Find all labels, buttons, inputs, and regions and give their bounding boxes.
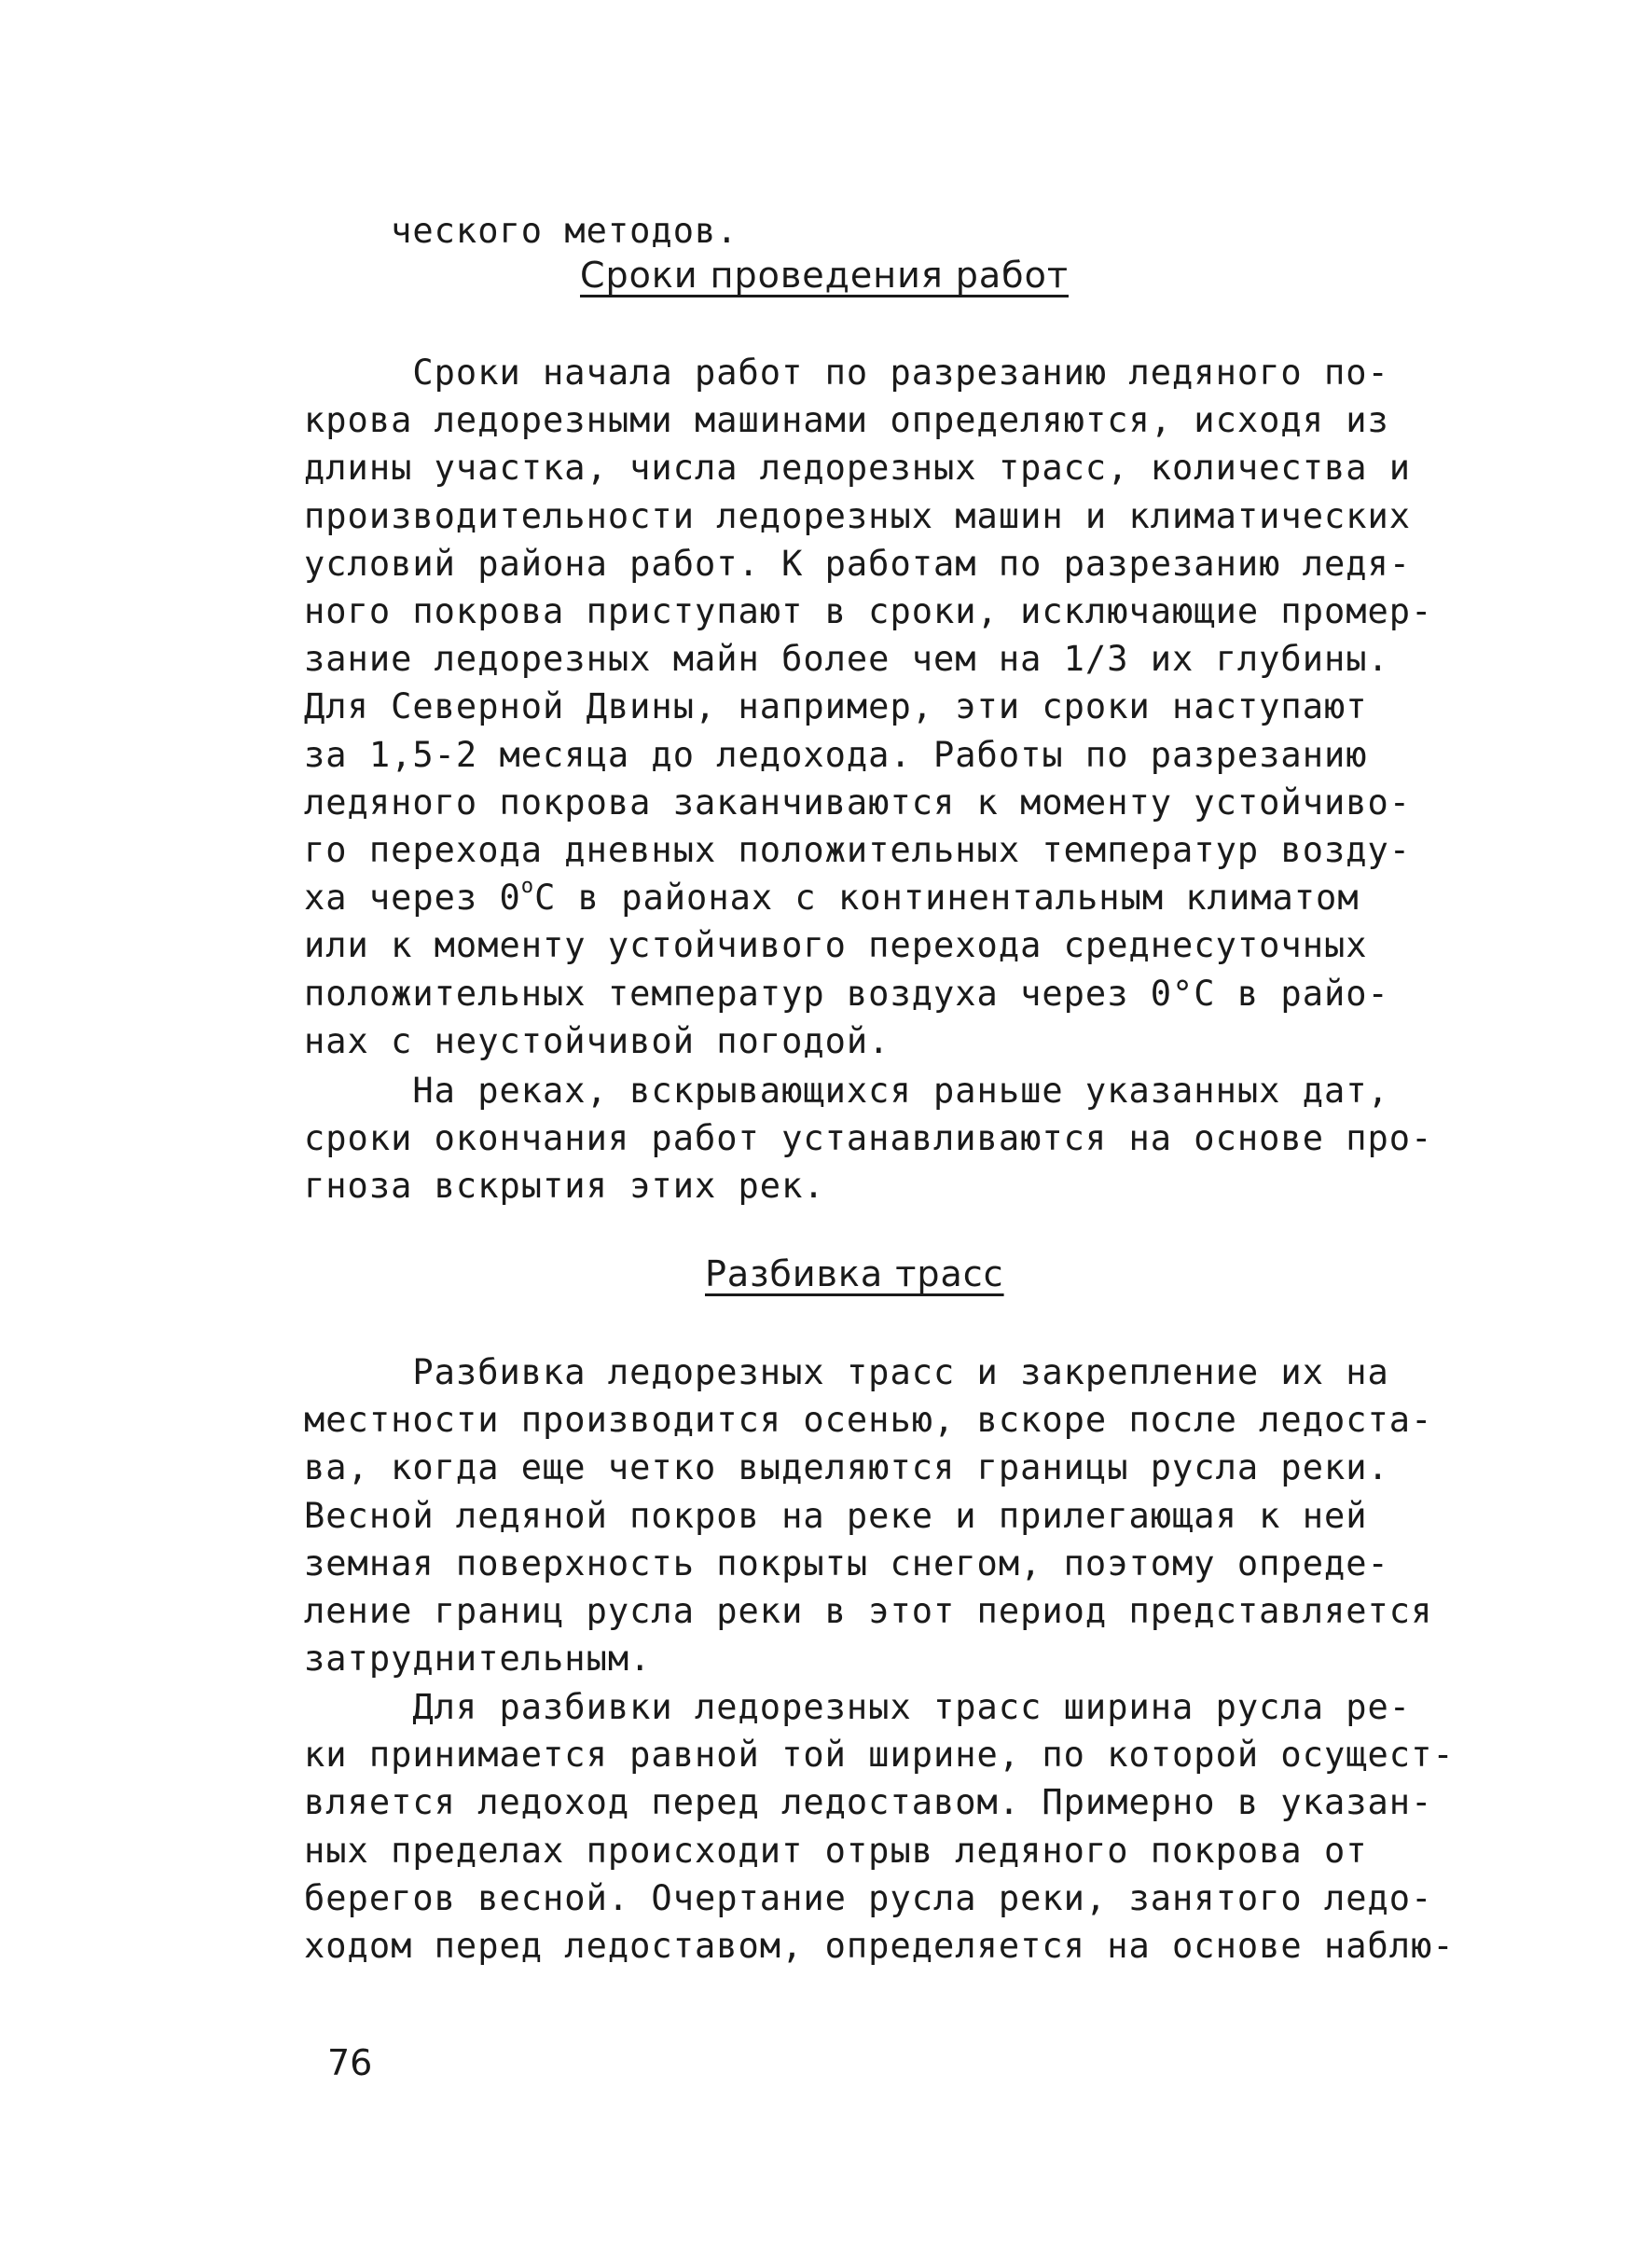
intro-text: ческого методов. [391, 211, 739, 252]
section2-paragraph1 [304, 1348, 1507, 1682]
text-line [304, 874, 1507, 921]
page-number: 76 [327, 2042, 373, 2083]
text-line: местности производится осенью, вскоре после ледоста- [304, 1400, 1433, 1441]
text-line: Весной ледяной покров на реке и прилегающая к ней [304, 1495, 1368, 1536]
text-line: го перехода дневных положительных температур возду- [304, 830, 1412, 871]
text-line: Для разбивки ледорезных трасс ширина русла ре- [304, 1687, 1412, 1727]
text-line: или к моменту устойчивого перехода среднесуточных [304, 925, 1368, 966]
text-line: Для Северной Двины, например, эти сроки наступают [304, 686, 1368, 727]
text-line: берегов весной. Очертание русла реки, занятого ледо- [304, 1877, 1433, 1918]
text-line: Сроки начала работ по разрезанию ледяного по- [304, 353, 1389, 393]
text-line: зание ледорезных майн более чем на 1/3 их глубины. [304, 639, 1389, 680]
text-line: ходом перед ледоставом, определяется на основе наблю- [304, 1926, 1455, 1967]
text-line: затруднительным. [304, 1639, 652, 1680]
text-line: сроки окончания работ устанавливаются на основе про- [304, 1118, 1433, 1159]
text-line: длины участка, числа ледорезных трасс, количества и [304, 448, 1412, 489]
text-line: за 1,5-2 месяца до ледохода. Работы по разрезанию [304, 734, 1368, 775]
text-line: ление границ русла реки в этот период представляется [304, 1591, 1433, 1632]
text-line: крова ледорезными машинами определяются, исходя из [304, 400, 1389, 441]
text-line: производительности ледорезных машин и климатических [304, 495, 1412, 536]
text-line: ледяного покрова заканчиваются к моменту устойчиво- [304, 781, 1412, 823]
degree-superscript: о [520, 874, 535, 899]
section2-paragraph2 [304, 1683, 1507, 1970]
text-line: нах с неустойчивой погодой. [304, 1020, 891, 1061]
text-line: вляется ледоход перед ледоставом. Примерно в указан- [304, 1782, 1433, 1823]
text-fragment: ха через 0 [304, 878, 521, 919]
text-line: ки принимается равной той ширине, по которой осущест- [304, 1735, 1455, 1776]
text-line: ных пределах происходит отрыв ледяного покрова от [304, 1830, 1368, 1871]
section-heading-schedule: Сроки проведения работ [580, 255, 1069, 296]
text-fragment: С в районах с континентальным климатом [534, 878, 1360, 919]
text-line: гноза вскрытия этих рек. [304, 1166, 825, 1207]
section1-paragraph1 [304, 349, 1507, 1065]
text-line: ва, когда еще четко выделяются границы русла реки. [304, 1447, 1389, 1488]
text-line: ного покрова приступают в сроки, исключающие промер- [304, 591, 1433, 632]
section1-paragraph2 [304, 1067, 1507, 1210]
text-line: На реках, вскрывающихся раньше указанных дат, [304, 1071, 1389, 1111]
text-line: условий района работ. К работам по разрезанию ледя- [304, 543, 1412, 584]
text-line: земная поверхность покрыты снегом, поэтому опреде- [304, 1542, 1389, 1583]
text-line: Разбивка ледорезных трасс и закрепление их на [304, 1352, 1389, 1392]
text-line: положительных температур воздуха через 0°С в райо- [304, 973, 1389, 1014]
section-heading-layout: Разбивка трасс [705, 1253, 1004, 1294]
